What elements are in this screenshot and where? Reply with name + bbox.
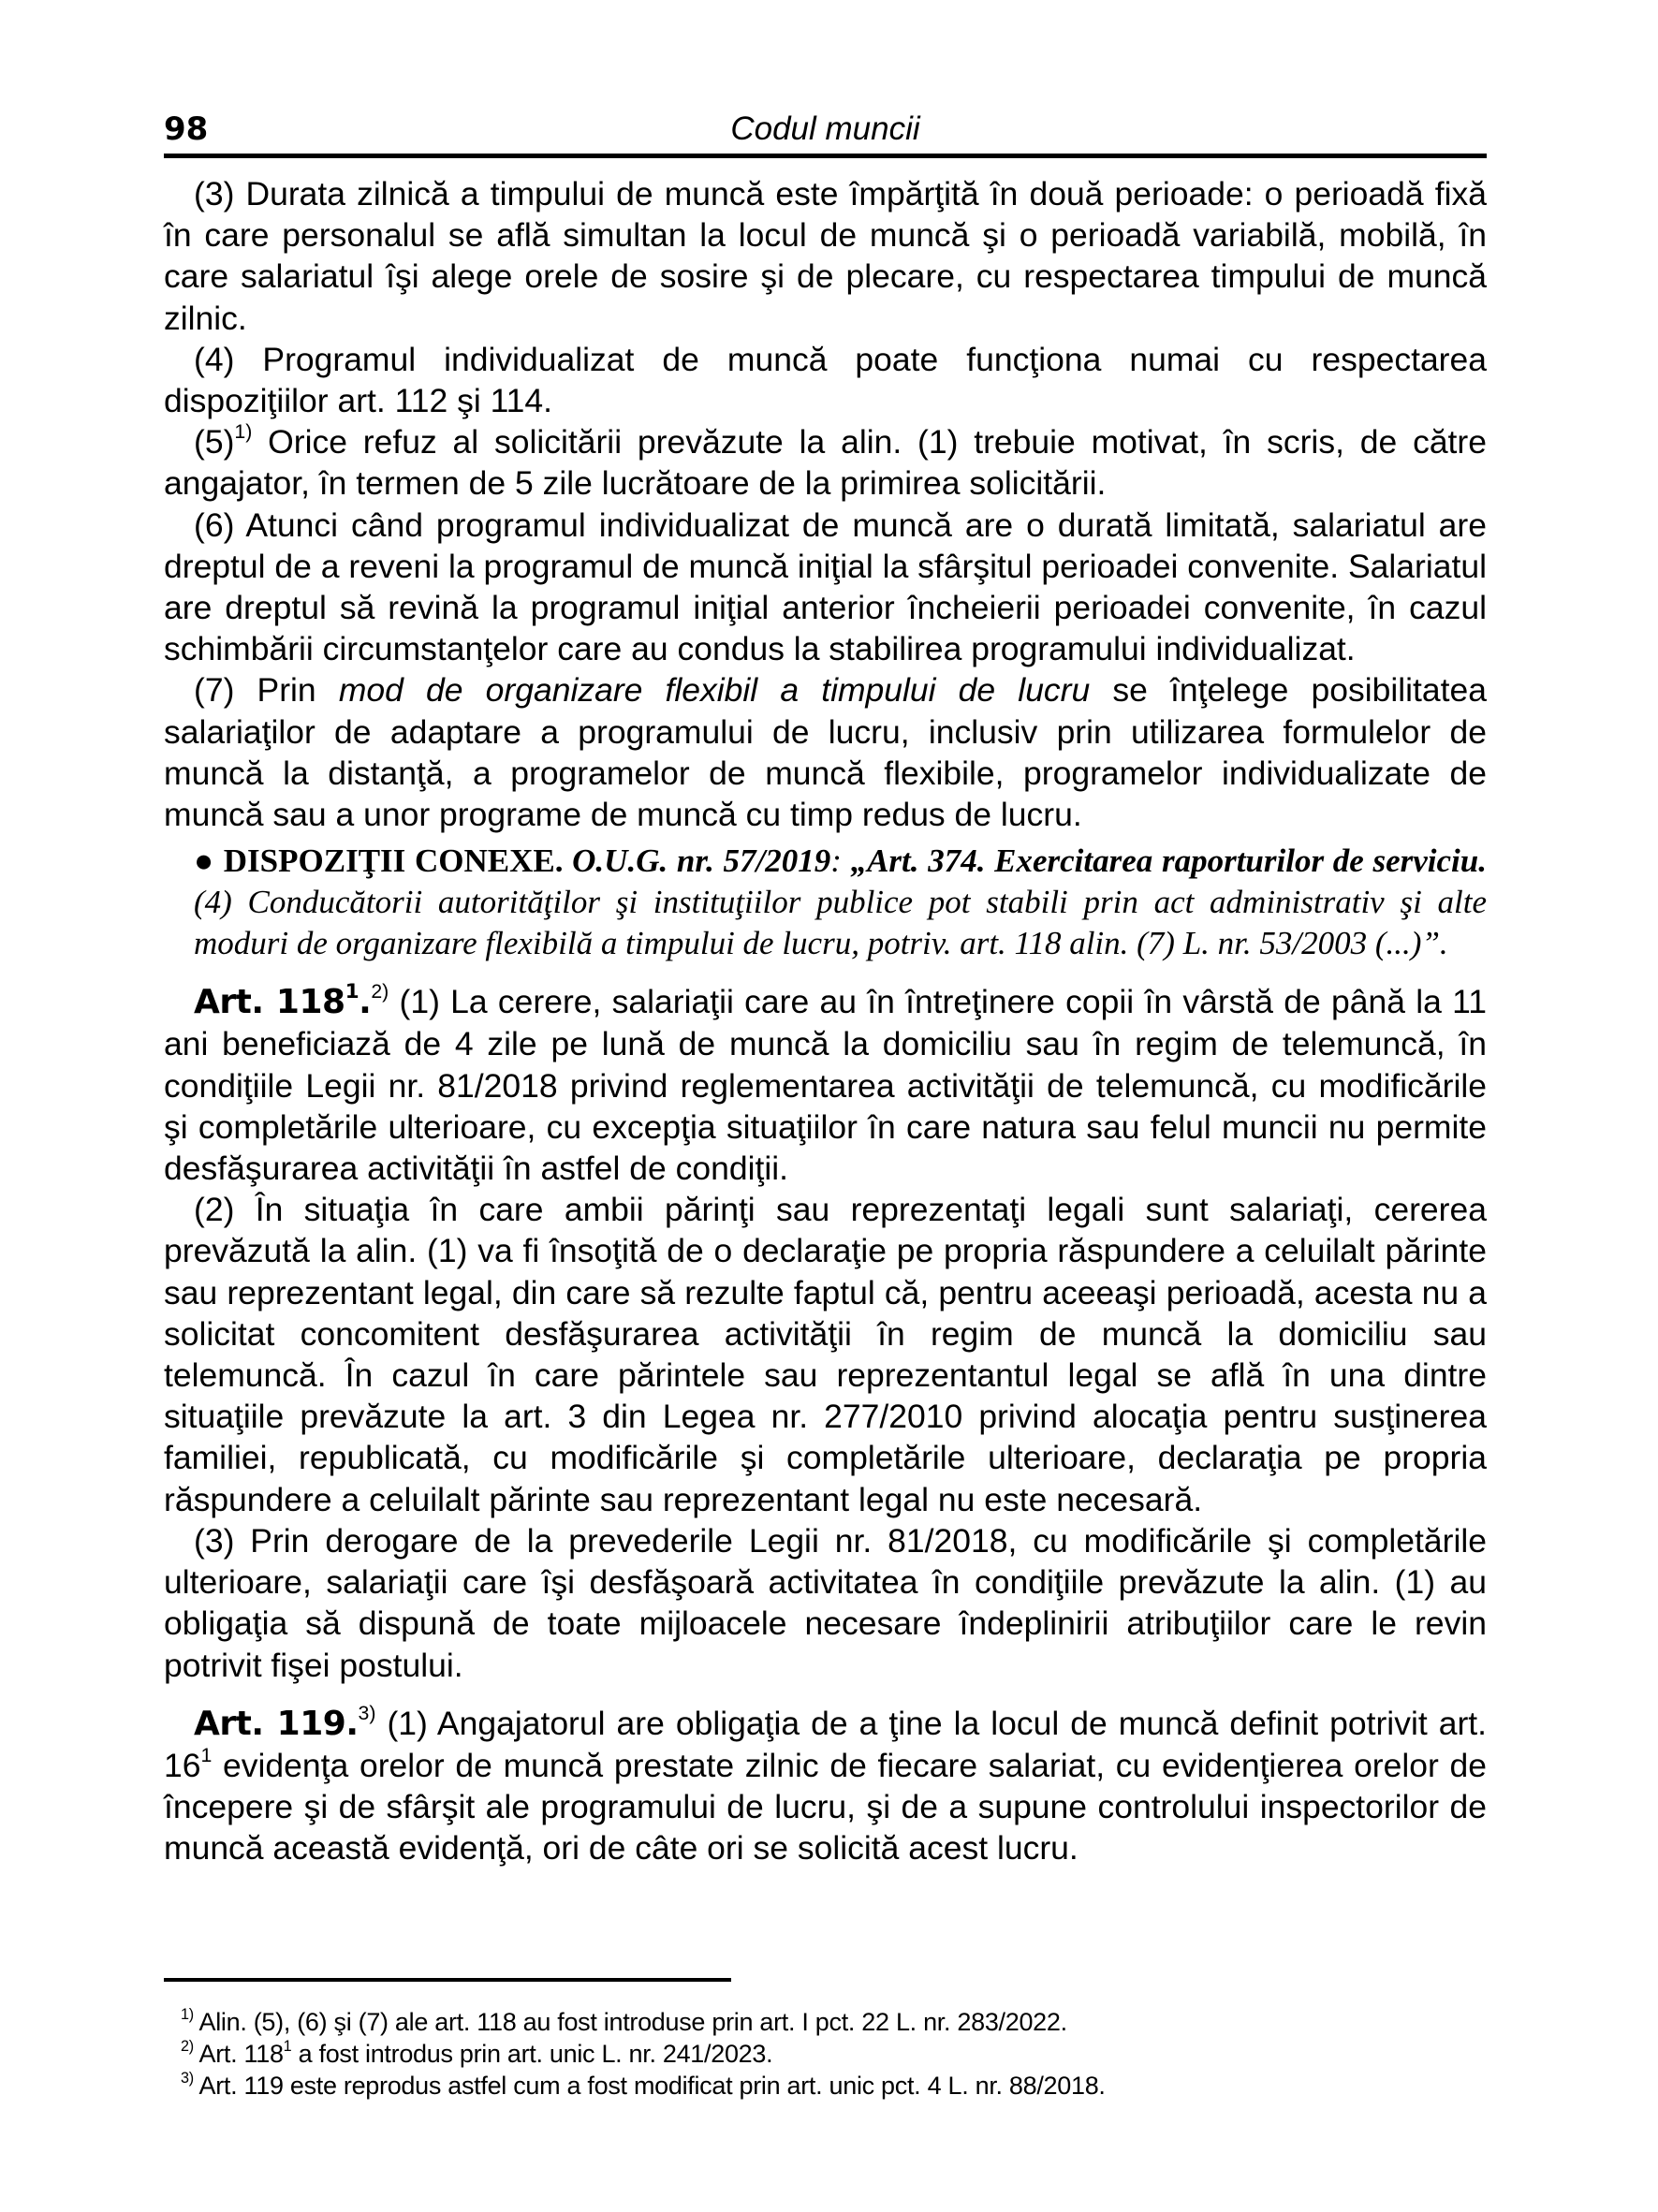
footnote-text: Alin. (5), (6) şi (7) ale art. 118 au fost introduse prin art. I pct. 22 L. nr. 283/2022. xyxy=(193,2008,1067,2036)
page-body xyxy=(164,173,1487,1869)
quoted-article-body: (4) Conducătorii autorităţilor şi instituţiilor publice pot stabili prin act administrativ şi alte moduri de organizare flexibilă a timpului de lucru, potriv. art. 118 alin. (7) L. nr. 53/2003 (...)”. xyxy=(194,884,1487,962)
footnote-1 xyxy=(181,2006,1473,2038)
footnote-ref-2[interactable]: 2) xyxy=(371,980,389,1003)
art118-paragraph-4: (4) Programul individualizat de muncă poate funcţiona numai cu respectarea dispoziţiilor art. 112 şi 114. xyxy=(164,340,1487,420)
book-page xyxy=(164,110,1487,1869)
art118-1-paragraph-1 xyxy=(164,981,1487,1189)
article-superscript: 1 xyxy=(200,1743,213,1766)
bullet-icon: ● xyxy=(194,842,215,880)
related-provisions-label: DISPOZIŢII CONEXE. xyxy=(223,842,564,880)
defined-term: mod de organizare flexibil a timpului de lucru xyxy=(338,671,1091,710)
paragraph-text: (1) La cerere, salariaţii care au în întreţinere copii în vârstă de până la 11 ani beneficiază de 4 zile pe lună de muncă la domiciliu sau în regim de telemuncă, în condiţiile Legii nr. 81/2018 privind reglementarea activităţii de telemuncă, cu modificările şi completările ulterioare, cu excepţia situaţiilor în care natura sau felul muncii nu permite desfăşurarea activităţii în astfel de condiţii. xyxy=(164,983,1487,1188)
art119-paragraph-1 xyxy=(164,1703,1487,1869)
paragraph-text: (7) Prin xyxy=(194,671,339,710)
paragraph-text: se înţelege posibilitatea salariaţilor de adaptare a programului de lucru, inclusiv prin utilizarea formulelor de muncă la distanţă, a programelor de muncă flexibile, programelor individualizate de muncă sau a unor programe de muncă cu timp redus de lucru. xyxy=(164,671,1487,834)
article-superscript: 1 xyxy=(283,2037,292,2055)
art118-paragraph-5 xyxy=(164,421,1487,504)
footnote-mark: 1) xyxy=(181,2005,194,2023)
art118-1-paragraph-2: (2) În situaţia în care ambii părinţi sau reprezentaţi legali sunt salariaţi, cererea prevăzută la alin. (1) va fi însoţită de o declaraţie pe propria răspundere a celuilalt părinte sau reprezentant legal, din care să rezulte faptul că, pentru aceeaşi perioadă, acesta nu a solicitat concomitent desfăşurarea activităţii în regim de muncă la domiciliu sau telemuncă. În cazul în care părintele sau reprezentantul legal se află în una dintre situaţiile prevăzute la art. 3 din Legea nr. 277/2010 privind alocaţia pentru susţinerea familiei, republicată, cu modificările şi completările ulterioare, declaraţia pe propria răspundere a celuilalt părinte sau reprezentant legal nu este necesară. xyxy=(164,1191,1487,1518)
separator: : xyxy=(830,842,851,880)
footnote-ref-1[interactable]: 1) xyxy=(234,420,253,444)
paragraph-text: (1) Angajatorul are obligaţia de a ţine la locul de muncă definit potrivit art. 16 xyxy=(164,1704,1487,1784)
footnote-text: a fost introdus prin art. unic L. nr. 241/2023. xyxy=(291,2040,773,2068)
footnotes xyxy=(181,2006,1473,2102)
footnote-text: Art. 119 este reprodus astfel cum a fost modificat prin art. unic pct. 4 L. nr. 88/2018. xyxy=(193,2072,1106,2100)
quoted-article-title: „Art. 374. Exercitarea raporturilor de serviciu. xyxy=(850,842,1487,880)
footnote-text: Art. 118 xyxy=(193,2040,284,2068)
footnote-ref-3[interactable]: 3) xyxy=(358,1701,376,1724)
paragraph-text: evidenţa orelor de muncă prestate zilnic de fiecare salariat, cu evidenţierea orelor de începere şi de sfârşit ale programului de lucru, şi de a supune controlului inspectorilor de muncă această evidenţă, ori de câte ori se solicită acest lucru. xyxy=(164,1746,1487,1868)
paragraph-text: Orice refuz al solicitării prevăzute la alin. (1) trebuie motivat, în scris, de către angajator, în termen de 5 zile lucrătoare de la primirea solicitării. xyxy=(164,423,1487,503)
page-number: 98 xyxy=(164,110,209,148)
footnote-separator xyxy=(164,1978,731,1982)
art118-paragraph-6: (6) Atunci când programul individualizat de muncă are o durată limitată, salariatul are dreptul de a reveni la programul de muncă iniţial la sfârşitul perioadei convenite. Salariatul are dreptul să revină la programul iniţial anterior încheierii perioadei convenite, în cazul schimbării circumstanţelor care au condus la stabilirea programului individualizat. xyxy=(164,505,1487,668)
footnote-mark: 2) xyxy=(181,2037,194,2055)
footnote-2 xyxy=(181,2038,1473,2070)
running-header xyxy=(164,110,1487,152)
art118-paragraph-3: (3) Durata zilnică a timpului de muncă este împărţită în două perioade: o perioadă fixă în care personalul se află simultan la locul de muncă şi o perioadă variabilă, mobilă, în care salariatul îşi alege orele de sosire şi de plecare, cu respectarea timpului de muncă zilnic. xyxy=(164,175,1487,337)
art118-paragraph-7 xyxy=(164,669,1487,835)
article-heading: Art. 119. xyxy=(194,1704,359,1743)
article-heading xyxy=(194,980,372,1022)
article-superscript: 1 xyxy=(345,980,359,1004)
paragraph-label: (5) xyxy=(194,423,235,461)
footnote-mark: 3) xyxy=(181,2069,194,2087)
article-number: Art. 118 xyxy=(194,983,345,1022)
art118-1-paragraph-3: (3) Prin derogare de la prevederile Legii nr. 81/2018, cu modificările şi completările ulterioare, salariaţii care îşi desfăşoară activitatea în condiţiile prevăzute la alin. (1) au obligaţia să dispună de toate mijloacele necesare îndeplinirii atribuţiilor care le revin potrivit fişei postului. xyxy=(164,1521,1487,1684)
footnote-3 xyxy=(181,2070,1473,2102)
header-rule xyxy=(164,154,1487,158)
article-dot: . xyxy=(359,983,372,1022)
running-title: Codul muncii xyxy=(730,110,920,147)
related-source: O.U.G. nr. 57/2019 xyxy=(563,842,831,880)
related-provisions-block xyxy=(164,841,1487,964)
